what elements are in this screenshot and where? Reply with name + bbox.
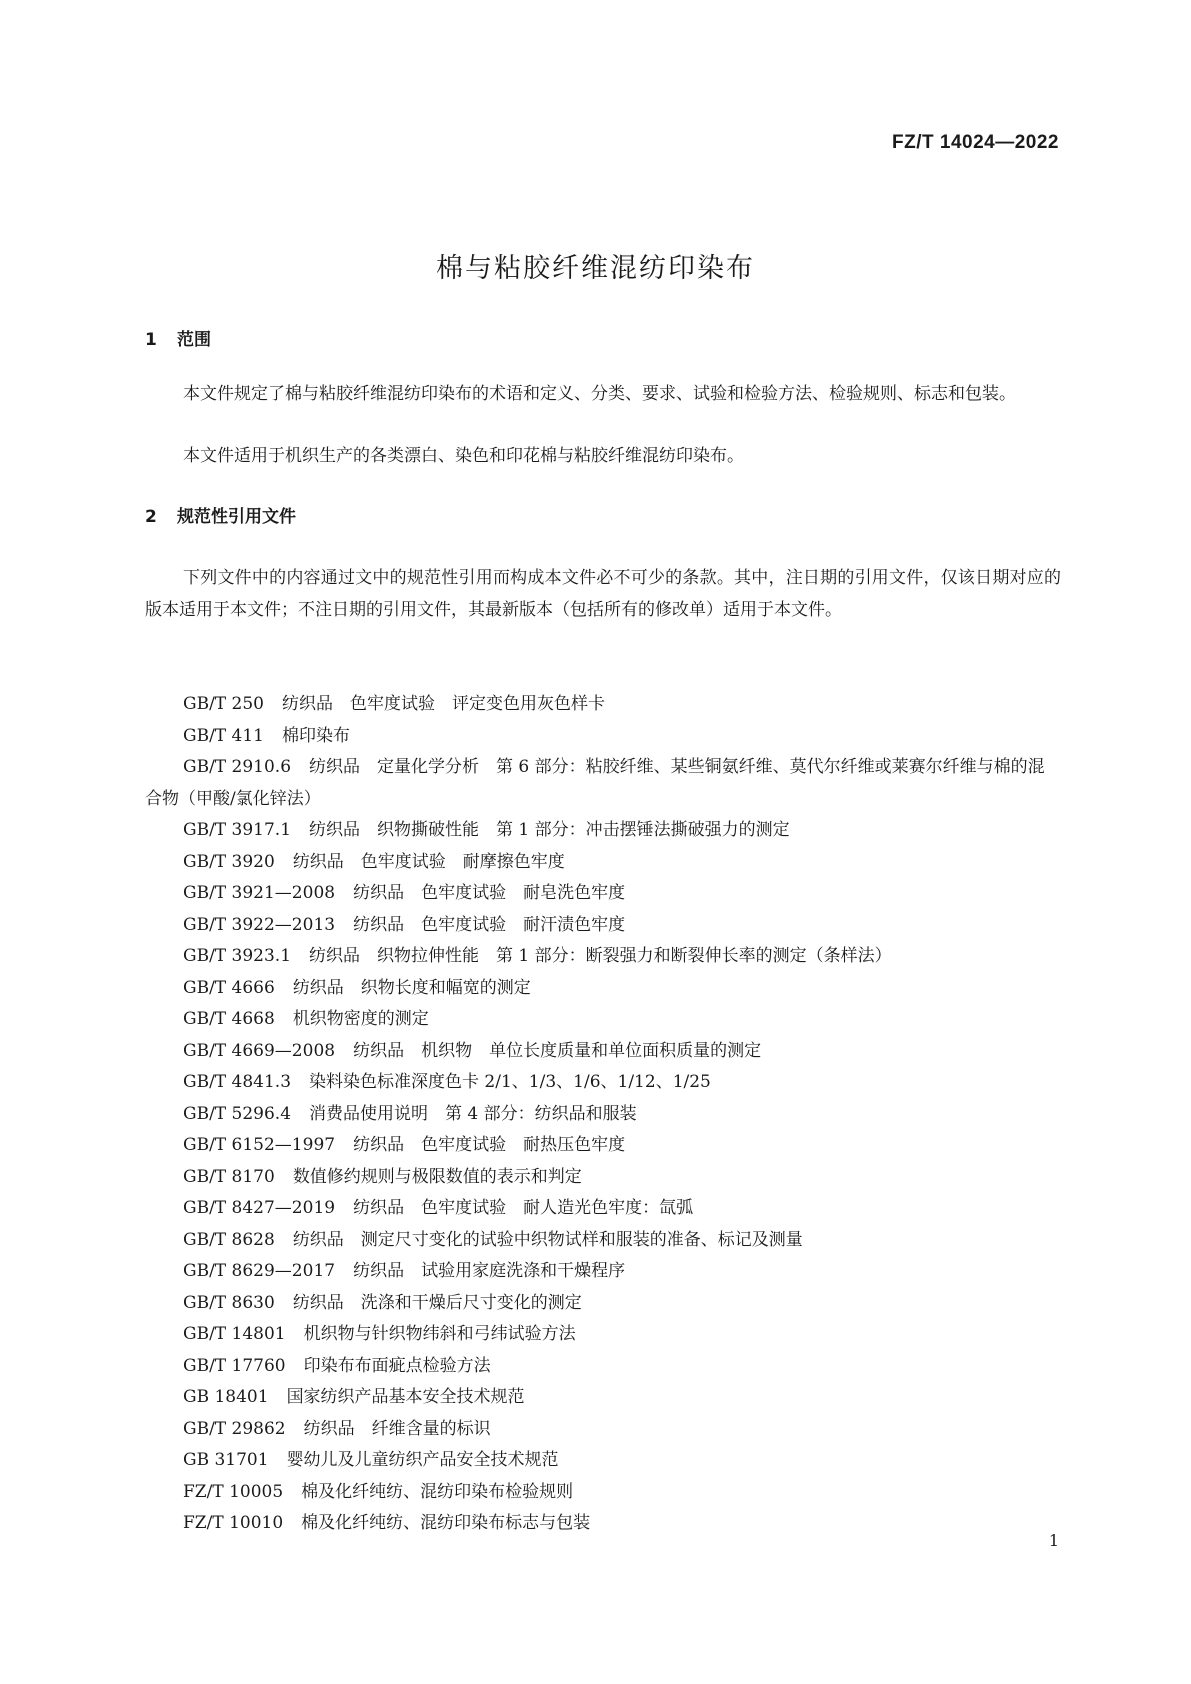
reference-item: [145, 1319, 1061, 1351]
reference-item: [145, 878, 1061, 910]
reference-code: GB/T 6152—1997: [183, 1135, 336, 1155]
reference-code: GB/T 411: [183, 725, 264, 746]
reference-code: FZ/T 10010: [183, 1513, 284, 1533]
reference-code: GB/T 2910.6: [183, 757, 292, 777]
reference-title: 纺织品 色牢度试验 耐摩擦色牢度: [292, 851, 565, 872]
reference-code: GB/T 8628: [183, 1229, 275, 1250]
reference-item: [145, 752, 1061, 815]
reference-title: 消费品使用说明 第 4 部分：纺织品和服装: [309, 1103, 637, 1124]
reference-item: [145, 1508, 1061, 1540]
reference-title: 纺织品 色牢度试验 耐汗渍色牢度: [353, 914, 626, 935]
reference-title: 棉印染布: [282, 725, 350, 746]
reference-title: 机织物密度的测定: [292, 1009, 429, 1029]
reference-title: 纺织品 定量化学分析 第 6 部分：粘胶纤维、某些铜氨纤维、莫代尔纤维或莱赛尔纤维与棉的混合物（甲酸/氯化锌法）: [145, 757, 1045, 809]
reference-code: GB/T 3917.1: [183, 820, 292, 840]
reference-title: 数值修约规则与极限数值的表示和判定: [292, 1166, 582, 1187]
reference-title: 机织物与针织物纬斜和弓纬试验方法: [303, 1324, 576, 1344]
reference-item: [145, 1445, 1061, 1477]
reference-code: GB/T 3920: [183, 851, 275, 872]
references-intro: 下列文件中的内容通过文中的规范性引用而构成本文件必不可少的条款。其中，注日期的引用文件，仅该日期对应的版本适用于本文件；不注日期的引用文件，其最新版本（包括所有的修改单）适用于本文件。: [145, 568, 1061, 620]
reference-item: [145, 689, 1061, 721]
reference-item: [145, 1004, 1061, 1036]
reference-code: GB/T 8427—2019: [183, 1198, 336, 1218]
reference-title: 纺织品 色牢度试验 评定变色用灰色样卡: [282, 694, 605, 714]
reference-title: 纺织品 纤维含量的标识: [303, 1418, 491, 1439]
reference-title: 纺织品 试验用家庭洗涤和干燥程序: [353, 1261, 626, 1281]
reference-item: [145, 1225, 1061, 1257]
section-2-number: 2: [145, 507, 157, 527]
reference-item: [145, 1414, 1061, 1446]
section-2-title: 规范性引用文件: [177, 507, 296, 527]
reference-code: GB/T 3921—2008: [183, 883, 336, 903]
reference-item: [145, 910, 1061, 942]
section-1-heading: [145, 325, 211, 350]
section-1-number: 1: [145, 330, 157, 350]
reference-item: [145, 1162, 1061, 1194]
reference-title: 纺织品 织物撕破性能 第 1 部分：冲击摆锤法撕破强力的测定: [309, 820, 790, 840]
reference-item: [145, 847, 1061, 879]
reference-code: GB/T 4841.3: [183, 1072, 292, 1092]
reference-item: [145, 721, 1061, 753]
reference-title: 纺织品 洗涤和干燥后尺寸变化的测定: [292, 1292, 582, 1313]
reference-code: GB/T 3922—2013: [183, 914, 336, 935]
reference-item: [145, 973, 1061, 1005]
reference-code: GB/T 8630: [183, 1292, 275, 1313]
reference-title: 纺织品 织物长度和幅宽的测定: [292, 977, 531, 998]
scope-paragraph-2: 本文件适用于机织生产的各类漂白、染色和印花棉与粘胶纤维混纺印染布。: [183, 446, 744, 466]
reference-code: GB/T 14801: [183, 1324, 286, 1344]
reference-code: GB/T 8170: [183, 1166, 275, 1187]
reference-title: 纺织品 机织物 单位长度质量和单位面积质量的测定: [353, 1040, 762, 1061]
reference-item: [145, 1067, 1061, 1099]
reference-item: [145, 1130, 1061, 1162]
reference-code: GB 18401: [183, 1387, 269, 1407]
reference-code: GB/T 29862: [183, 1418, 286, 1439]
reference-title: 染料染色标准深度色卡 2/1、1/3、1/6、1/12、1/25: [309, 1072, 711, 1092]
reference-item: [145, 815, 1061, 847]
reference-item: [145, 1351, 1061, 1383]
reference-title: 国家纺织产品基本安全技术规范: [286, 1387, 525, 1407]
reference-item: [145, 1099, 1061, 1131]
reference-item: [145, 941, 1061, 973]
reference-code: GB/T 4666: [183, 977, 275, 998]
reference-title: 棉及化纤纯纺、混纺印染布标志与包装: [301, 1513, 591, 1533]
reference-code: GB/T 4669—2008: [183, 1040, 336, 1061]
reference-code: GB/T 3923.1: [183, 946, 292, 966]
page-number: 1: [1048, 1531, 1059, 1550]
reference-title: 纺织品 色牢度试验 耐皂洗色牢度: [353, 883, 626, 903]
reference-title: 纺织品 色牢度试验 耐人造光色牢度：氙弧: [353, 1198, 694, 1218]
reference-title: 婴幼儿及儿童纺织产品安全技术规范: [286, 1450, 559, 1470]
reference-item: [145, 1036, 1061, 1068]
document-code: FZ/T 14024—2022: [892, 132, 1059, 153]
reference-code: GB/T 8629—2017: [183, 1261, 336, 1281]
reference-item: [145, 1256, 1061, 1288]
reference-title: 纺织品 色牢度试验 耐热压色牢度: [353, 1135, 626, 1155]
reference-item: [145, 1193, 1061, 1225]
reference-title: 纺织品 测定尺寸变化的试验中织物试样和服装的准备、标记及测量: [292, 1229, 803, 1250]
reference-item: [145, 1382, 1061, 1414]
section-2-heading: [145, 502, 296, 527]
reference-item: [145, 1288, 1061, 1320]
reference-title: 印染布布面疵点检验方法: [303, 1355, 491, 1376]
reference-code: GB/T 17760: [183, 1355, 286, 1376]
reference-code: FZ/T 10005: [183, 1481, 284, 1502]
reference-title: 棉及化纤纯纺、混纺印染布检验规则: [301, 1481, 574, 1502]
reference-code: GB 31701: [183, 1450, 269, 1470]
reference-code: GB/T 4668: [183, 1009, 275, 1029]
reference-list: [145, 689, 1061, 1540]
section-1-title: 范围: [177, 330, 211, 350]
scope-paragraph-1: 本文件规定了棉与粘胶纤维混纺印染布的术语和定义、分类、要求、试验和检验方法、检验规则、标志和包装。: [183, 384, 1016, 404]
reference-title: 纺织品 织物拉伸性能 第 1 部分：断裂强力和断裂伸长率的测定（条样法）: [309, 946, 892, 966]
reference-item: [145, 1477, 1061, 1509]
document-title: 棉与粘胶纤维混纺印染布: [436, 253, 755, 284]
reference-code: GB/T 5296.4: [183, 1103, 292, 1124]
reference-code: GB/T 250: [183, 694, 264, 714]
